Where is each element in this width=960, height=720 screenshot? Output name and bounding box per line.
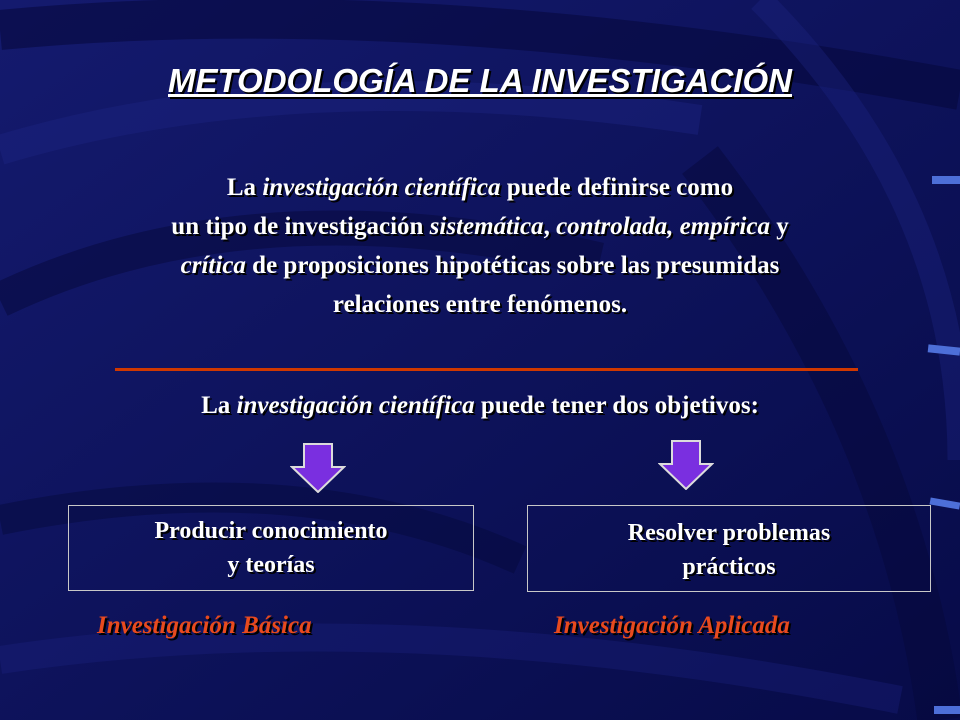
text-run: de proposiciones hipotéticas sobre las presumidas: [245, 252, 780, 279]
edge-stripe: [934, 706, 960, 714]
box-text-line: prácticos: [682, 554, 776, 580]
text-run: La: [201, 392, 237, 419]
box-text-line: Resolver problemas: [627, 520, 831, 546]
text-run-italic: controlada, empírica: [556, 213, 770, 240]
basic-research-box: [68, 505, 474, 591]
text-run: La: [226, 174, 263, 201]
applied-research-label: Investigación Aplicada: [554, 612, 790, 639]
text-run-italic: investigación científica: [262, 174, 501, 201]
text-run: un tipo de investigación: [171, 213, 430, 240]
slide-title: METODOLOGÍA DE LA INVESTIGACIÓN: [168, 62, 792, 99]
definition-paragraph: [60, 168, 900, 324]
text-run: y: [769, 213, 789, 240]
box-text-line: y teorías: [227, 552, 315, 578]
divider-line: [115, 368, 858, 371]
text-run-italic: investigación científica: [236, 392, 475, 419]
text-run-italic: sistemática: [429, 213, 544, 240]
definition-line-4: relaciones entre fenómenos.: [332, 291, 628, 318]
definition-line-3: [60, 246, 900, 285]
box-text-line: Producir conocimiento: [154, 518, 388, 544]
text-run-italic: crítica: [180, 252, 246, 279]
down-arrow-icon: [290, 443, 346, 493]
text-run: ,: [543, 213, 557, 240]
objectives-line: [60, 392, 900, 420]
basic-research-label: Investigación Básica: [97, 612, 312, 639]
text-run: puede definirse como: [500, 174, 734, 201]
definition-line-2: [60, 207, 900, 246]
edge-stripe: [932, 176, 960, 184]
text-run: puede tener dos objetivos:: [474, 392, 759, 419]
applied-research-box: [527, 505, 931, 592]
definition-line-1: [60, 168, 900, 207]
down-arrow-icon: [658, 440, 714, 490]
